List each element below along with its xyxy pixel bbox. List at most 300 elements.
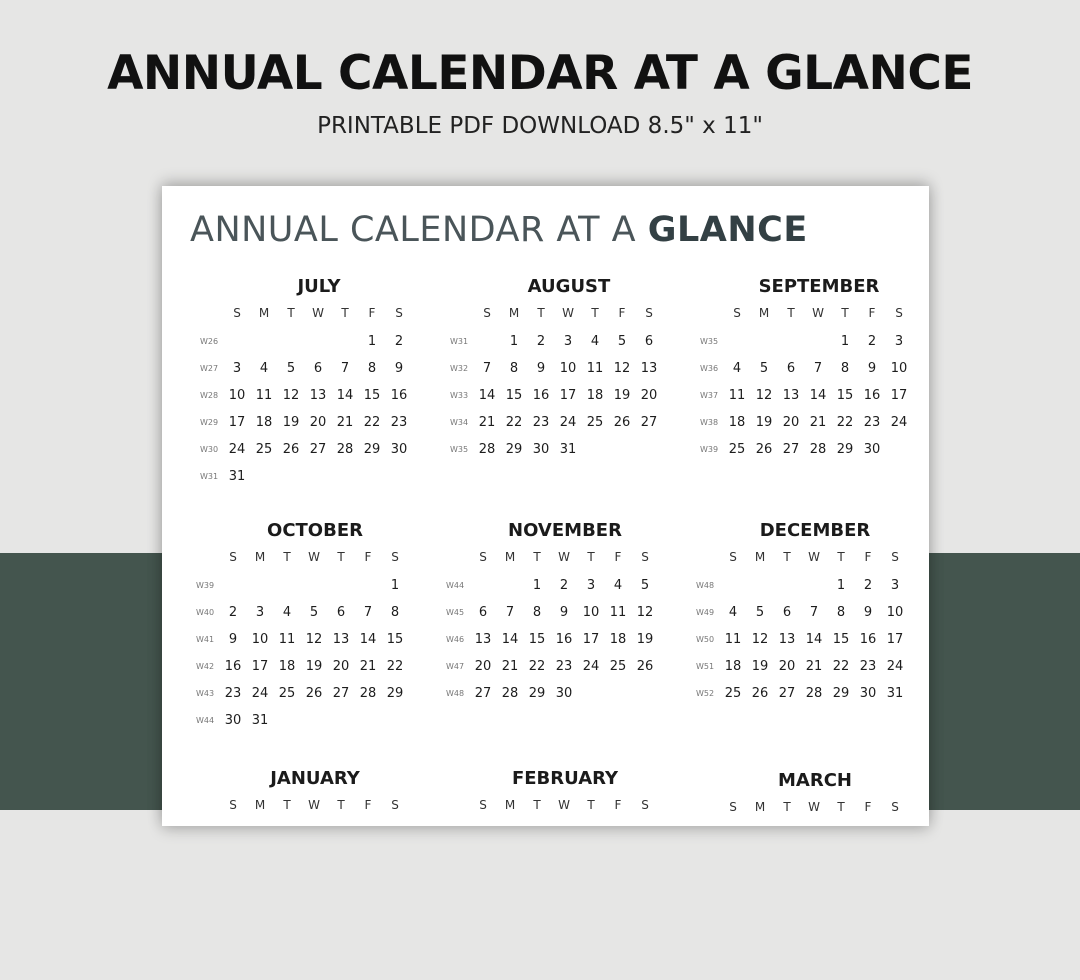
- day-cell: 20: [309, 415, 327, 430]
- day-cell: 11: [278, 632, 296, 647]
- week-number: W45: [446, 608, 465, 617]
- day-cell: 13: [640, 361, 658, 376]
- week-row: [190, 388, 420, 408]
- day-cell: 10: [890, 361, 908, 376]
- weekday-label: T: [337, 550, 345, 564]
- day-cell: 19: [751, 659, 769, 674]
- week-row: [440, 388, 670, 408]
- week-row: [690, 388, 920, 408]
- day-cell: 17: [890, 388, 908, 403]
- weekday-label: M: [504, 798, 516, 812]
- day-cell: 25: [278, 686, 296, 701]
- day-cell: 11: [586, 361, 604, 376]
- day-cell: 4: [282, 605, 292, 620]
- day-cell: 20: [782, 415, 800, 430]
- day-cell: 14: [809, 388, 827, 403]
- day-cell: 7: [482, 361, 492, 376]
- weekday-label: F: [614, 550, 622, 564]
- weekday-label: F: [618, 306, 626, 320]
- month-name: AUGUST: [527, 276, 611, 297]
- day-cell: 30: [390, 442, 408, 457]
- month-march: [686, 770, 916, 980]
- day-cell: 10: [251, 632, 269, 647]
- day-cell: 10: [886, 605, 904, 620]
- day-cell: 22: [836, 415, 854, 430]
- weekday-label: T: [341, 306, 349, 320]
- week-number: W31: [450, 337, 469, 346]
- week-number: W43: [196, 689, 215, 698]
- weekday-label: W: [558, 798, 570, 812]
- day-cell: 24: [890, 415, 908, 430]
- day-cell: 23: [863, 415, 881, 430]
- weekday-label: S: [895, 306, 903, 320]
- day-cell: 13: [332, 632, 350, 647]
- weekday-label: S: [391, 798, 399, 812]
- calendar-sheet: [162, 186, 929, 826]
- day-cell: 31: [251, 713, 269, 728]
- day-cell: 13: [309, 388, 327, 403]
- week-number: W38: [700, 418, 719, 427]
- day-cell: 24: [228, 442, 246, 457]
- weekday-label: T: [783, 800, 791, 814]
- day-cell: 23: [859, 659, 877, 674]
- day-cell: 15: [363, 388, 381, 403]
- day-cell: 24: [886, 659, 904, 674]
- day-cell: 17: [559, 388, 577, 403]
- week-number: W30: [200, 445, 219, 454]
- day-cell: 27: [782, 442, 800, 457]
- day-cell: 7: [505, 605, 515, 620]
- day-cell: 26: [613, 415, 631, 430]
- day-cell: 4: [259, 361, 269, 376]
- day-cell: 18: [278, 659, 296, 674]
- weekday-label: W: [312, 306, 324, 320]
- week-row: [436, 605, 666, 625]
- day-cell: 31: [559, 442, 577, 457]
- day-cell: 31: [886, 686, 904, 701]
- day-cell: 26: [751, 686, 769, 701]
- week-number: W52: [696, 689, 715, 698]
- day-cell: 2: [228, 605, 238, 620]
- day-cell: 17: [886, 632, 904, 647]
- day-cell: 18: [728, 415, 746, 430]
- week-number: W34: [450, 418, 469, 427]
- day-cell: 1: [836, 578, 846, 593]
- weekday-header: [436, 798, 666, 818]
- weekday-label: S: [733, 306, 741, 320]
- day-cell: 10: [582, 605, 600, 620]
- day-cell: 28: [809, 442, 827, 457]
- weekday-header: [440, 306, 670, 326]
- week-number: W31: [200, 472, 219, 481]
- day-cell: 7: [809, 605, 819, 620]
- week-row: [186, 632, 416, 652]
- day-cell: 4: [613, 578, 623, 593]
- day-cell: 8: [367, 361, 377, 376]
- day-cell: 6: [786, 361, 796, 376]
- day-cell: 4: [590, 334, 600, 349]
- day-cell: 26: [305, 686, 323, 701]
- day-cell: 5: [759, 361, 769, 376]
- week-row: [186, 659, 416, 679]
- week-row: [440, 442, 670, 462]
- day-cell: 15: [836, 388, 854, 403]
- weekday-header: [186, 798, 416, 818]
- day-cell: 10: [559, 361, 577, 376]
- weekday-label: W: [808, 800, 820, 814]
- week-number: W44: [196, 716, 215, 725]
- week-number: W33: [450, 391, 469, 400]
- day-cell: 8: [390, 605, 400, 620]
- day-cell: 20: [778, 659, 796, 674]
- day-cell: 20: [640, 388, 658, 403]
- weekday-header: [190, 306, 420, 326]
- day-cell: 3: [586, 578, 596, 593]
- day-cell: 27: [640, 415, 658, 430]
- day-cell: 7: [363, 605, 373, 620]
- month-name: SEPTEMBER: [758, 276, 880, 297]
- page-subtitle: PRINTABLE PDF DOWNLOAD 8.5" x 11": [317, 113, 763, 139]
- day-cell: 28: [359, 686, 377, 701]
- day-cell: 26: [755, 442, 773, 457]
- day-cell: 25: [728, 442, 746, 457]
- week-number: W51: [696, 662, 715, 671]
- weekday-label: T: [837, 550, 845, 564]
- month-name: FEBRUARY: [511, 768, 619, 789]
- month-name: DECEMBER: [759, 520, 871, 541]
- day-cell: 23: [224, 686, 242, 701]
- day-cell: 8: [532, 605, 542, 620]
- weekday-label: T: [587, 798, 595, 812]
- weekday-label: M: [258, 306, 270, 320]
- weekday-label: M: [254, 550, 266, 564]
- day-cell: 17: [251, 659, 269, 674]
- weekday-label: S: [229, 550, 237, 564]
- week-row: [186, 578, 416, 598]
- week-row: [440, 334, 670, 354]
- month-february: [436, 768, 666, 978]
- week-row: [186, 713, 416, 733]
- week-number: W40: [196, 608, 215, 617]
- day-cell: 13: [782, 388, 800, 403]
- weekday-label: T: [587, 550, 595, 564]
- weekday-label: T: [837, 800, 845, 814]
- day-cell: 27: [332, 686, 350, 701]
- week-number: W36: [700, 364, 719, 373]
- day-cell: 30: [863, 442, 881, 457]
- day-cell: 11: [255, 388, 273, 403]
- day-cell: 22: [832, 659, 850, 674]
- day-cell: 28: [501, 686, 519, 701]
- weekday-label: F: [864, 550, 872, 564]
- weekday-label: F: [368, 306, 376, 320]
- week-row: [186, 686, 416, 706]
- week-number: W41: [196, 635, 215, 644]
- weekday-label: T: [283, 798, 291, 812]
- weekday-label: T: [783, 550, 791, 564]
- day-cell: 2: [863, 578, 873, 593]
- week-row: [440, 415, 670, 435]
- day-cell: 6: [336, 605, 346, 620]
- sheet-title: [190, 210, 808, 250]
- day-cell: 9: [536, 361, 546, 376]
- day-cell: 6: [313, 361, 323, 376]
- day-cell: 12: [613, 361, 631, 376]
- weekday-header: [436, 550, 666, 570]
- day-cell: 3: [232, 361, 242, 376]
- day-cell: 14: [359, 632, 377, 647]
- day-cell: 19: [636, 632, 654, 647]
- day-cell: 9: [559, 605, 569, 620]
- week-number: W39: [700, 445, 719, 454]
- day-cell: 30: [555, 686, 573, 701]
- weekday-label: S: [479, 550, 487, 564]
- day-cell: 29: [836, 442, 854, 457]
- week-row: [436, 686, 666, 706]
- weekday-label: T: [283, 550, 291, 564]
- day-cell: 26: [636, 659, 654, 674]
- day-cell: 4: [732, 361, 742, 376]
- day-cell: 5: [640, 578, 650, 593]
- day-cell: 21: [336, 415, 354, 430]
- week-number: W47: [446, 662, 465, 671]
- weekday-label: M: [254, 798, 266, 812]
- weekday-header: [186, 550, 416, 570]
- day-cell: 21: [359, 659, 377, 674]
- weekday-label: F: [364, 798, 372, 812]
- day-cell: 2: [394, 334, 404, 349]
- day-cell: 5: [286, 361, 296, 376]
- day-cell: 25: [609, 659, 627, 674]
- day-cell: 6: [782, 605, 792, 620]
- day-cell: 21: [805, 659, 823, 674]
- week-row: [190, 442, 420, 462]
- week-row: [190, 469, 420, 489]
- weekday-label: T: [337, 798, 345, 812]
- week-row: [690, 415, 920, 435]
- week-number: W28: [200, 391, 219, 400]
- day-cell: 6: [644, 334, 654, 349]
- week-number: W26: [200, 337, 219, 346]
- day-cell: 11: [728, 388, 746, 403]
- week-row: [190, 334, 420, 354]
- month-november: [436, 520, 666, 730]
- weekday-label: S: [483, 306, 491, 320]
- page-title: ANNUAL CALENDAR AT A GLANCE: [107, 46, 973, 101]
- weekday-label: T: [533, 550, 541, 564]
- week-row: [686, 659, 916, 679]
- day-cell: 28: [805, 686, 823, 701]
- day-cell: 10: [228, 388, 246, 403]
- day-cell: 21: [809, 415, 827, 430]
- weekday-label: S: [479, 798, 487, 812]
- day-cell: 23: [532, 415, 550, 430]
- week-row: [686, 605, 916, 625]
- week-number: W48: [696, 581, 715, 590]
- day-cell: 9: [394, 361, 404, 376]
- day-cell: 5: [755, 605, 765, 620]
- weekday-label: F: [614, 798, 622, 812]
- week-number: W39: [196, 581, 215, 590]
- day-cell: 3: [890, 578, 900, 593]
- day-cell: 13: [778, 632, 796, 647]
- week-number: W35: [450, 445, 469, 454]
- day-cell: 5: [309, 605, 319, 620]
- day-cell: 9: [863, 605, 873, 620]
- weekday-label: S: [891, 800, 899, 814]
- day-cell: 1: [532, 578, 542, 593]
- day-cell: 29: [505, 442, 523, 457]
- weekday-label: T: [287, 306, 295, 320]
- day-cell: 16: [532, 388, 550, 403]
- day-cell: 2: [867, 334, 877, 349]
- day-cell: 22: [528, 659, 546, 674]
- day-cell: 21: [478, 415, 496, 430]
- weekday-label: M: [754, 800, 766, 814]
- weekday-label: S: [645, 306, 653, 320]
- weekday-label: S: [729, 550, 737, 564]
- weekday-label: W: [558, 550, 570, 564]
- week-row: [686, 686, 916, 706]
- week-row: [436, 632, 666, 652]
- day-cell: 18: [586, 388, 604, 403]
- day-cell: 31: [228, 469, 246, 484]
- weekday-label: W: [812, 306, 824, 320]
- week-number: W37: [700, 391, 719, 400]
- month-name: JANUARY: [270, 768, 360, 789]
- day-cell: 9: [867, 361, 877, 376]
- day-cell: 12: [282, 388, 300, 403]
- week-row: [690, 334, 920, 354]
- day-cell: 13: [474, 632, 492, 647]
- weekday-label: S: [641, 798, 649, 812]
- day-cell: 21: [501, 659, 519, 674]
- week-row: [186, 605, 416, 625]
- weekday-label: F: [864, 800, 872, 814]
- day-cell: 14: [805, 632, 823, 647]
- day-cell: 22: [386, 659, 404, 674]
- day-cell: 27: [309, 442, 327, 457]
- day-cell: 1: [367, 334, 377, 349]
- week-number: W27: [200, 364, 219, 373]
- week-row: [686, 578, 916, 598]
- week-row: [190, 361, 420, 381]
- day-cell: 20: [332, 659, 350, 674]
- day-cell: 11: [724, 632, 742, 647]
- day-cell: 12: [305, 632, 323, 647]
- week-number: W32: [450, 364, 469, 373]
- day-cell: 19: [613, 388, 631, 403]
- day-cell: 18: [609, 632, 627, 647]
- weekday-label: S: [891, 550, 899, 564]
- month-december: [686, 520, 916, 730]
- day-cell: 25: [255, 442, 273, 457]
- day-cell: 7: [340, 361, 350, 376]
- day-cell: 4: [728, 605, 738, 620]
- week-number: W50: [696, 635, 715, 644]
- week-number: W44: [446, 581, 465, 590]
- weekday-label: W: [308, 550, 320, 564]
- day-cell: 23: [555, 659, 573, 674]
- day-cell: 16: [555, 632, 573, 647]
- day-cell: 17: [582, 632, 600, 647]
- day-cell: 2: [536, 334, 546, 349]
- weekday-label: T: [591, 306, 599, 320]
- day-cell: 18: [255, 415, 273, 430]
- day-cell: 19: [755, 415, 773, 430]
- day-cell: 12: [636, 605, 654, 620]
- day-cell: 8: [509, 361, 519, 376]
- day-cell: 2: [559, 578, 569, 593]
- day-cell: 16: [859, 632, 877, 647]
- week-row: [436, 659, 666, 679]
- weekday-header: [686, 550, 916, 570]
- day-cell: 29: [832, 686, 850, 701]
- day-cell: 30: [532, 442, 550, 457]
- day-cell: 15: [832, 632, 850, 647]
- month-october: [186, 520, 416, 730]
- week-number: W46: [446, 635, 465, 644]
- day-cell: 12: [755, 388, 773, 403]
- day-cell: 1: [509, 334, 519, 349]
- weekday-label: T: [787, 306, 795, 320]
- day-cell: 19: [282, 415, 300, 430]
- day-cell: 24: [559, 415, 577, 430]
- day-cell: 15: [386, 632, 404, 647]
- weekday-label: S: [729, 800, 737, 814]
- month-january: [186, 768, 416, 978]
- weekday-label: S: [229, 798, 237, 812]
- weekday-label: F: [868, 306, 876, 320]
- day-cell: 11: [609, 605, 627, 620]
- week-row: [690, 442, 920, 462]
- day-cell: 16: [224, 659, 242, 674]
- day-cell: 19: [305, 659, 323, 674]
- day-cell: 17: [228, 415, 246, 430]
- day-cell: 29: [363, 442, 381, 457]
- day-cell: 15: [528, 632, 546, 647]
- day-cell: 8: [840, 361, 850, 376]
- day-cell: 3: [894, 334, 904, 349]
- day-cell: 5: [617, 334, 627, 349]
- weekday-label: W: [808, 550, 820, 564]
- weekday-label: T: [533, 798, 541, 812]
- day-cell: 14: [478, 388, 496, 403]
- weekday-label: M: [508, 306, 520, 320]
- month-august: [440, 276, 670, 486]
- weekday-header: [686, 800, 916, 820]
- day-cell: 3: [255, 605, 265, 620]
- day-cell: 18: [724, 659, 742, 674]
- day-cell: 29: [386, 686, 404, 701]
- month-name: JULY: [297, 276, 341, 297]
- day-cell: 1: [390, 578, 400, 593]
- week-number: W35: [700, 337, 719, 346]
- day-cell: 25: [724, 686, 742, 701]
- day-cell: 20: [474, 659, 492, 674]
- day-cell: 22: [505, 415, 523, 430]
- day-cell: 28: [336, 442, 354, 457]
- day-cell: 12: [751, 632, 769, 647]
- day-cell: 24: [582, 659, 600, 674]
- day-cell: 9: [228, 632, 238, 647]
- week-row: [190, 415, 420, 435]
- month-name: MARCH: [778, 770, 852, 791]
- week-number: W29: [200, 418, 219, 427]
- weekday-label: M: [504, 550, 516, 564]
- week-row: [440, 361, 670, 381]
- day-cell: 22: [363, 415, 381, 430]
